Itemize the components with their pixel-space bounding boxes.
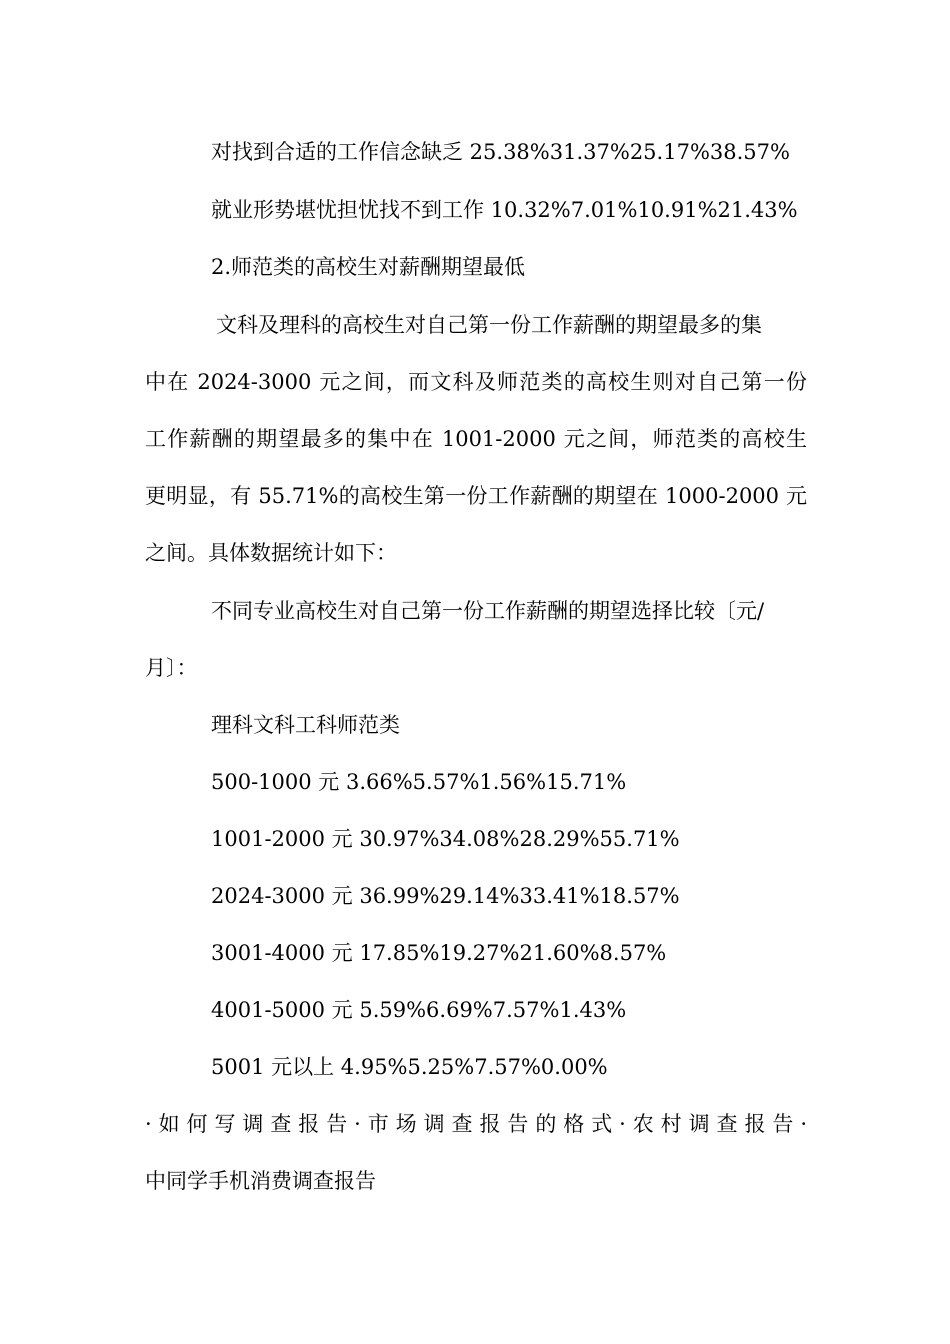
table-row: 3001-4000 元 17.85%19.27%21.60%8.57% xyxy=(211,941,667,965)
paragraph-line-1: 文科及理科的高校生对自己第一份工作薪酬的期望最多的集 xyxy=(216,313,762,337)
table-header: 理科文科工科师范类 xyxy=(211,713,400,737)
table-caption-line-1: 不同专业高校生对自己第一份工作薪酬的期望选择比较〔元/ xyxy=(211,599,765,623)
paragraph-line-3: 工作薪酬的期望最多的集中在 1001-2000 元之间，师范类的高校生 xyxy=(145,427,807,451)
table-row: 500-1000 元 3.66%5.57%1.56%15.71% xyxy=(211,770,627,794)
related-links-line-2[interactable]: 中同学手机消费调查报告 xyxy=(145,1169,376,1193)
section-heading: 2.师范类的高校生对薪酬期望最低 xyxy=(211,255,526,279)
paragraph-line-2: 中在 2024-3000 元之间，而文科及师范类的高校生则对自己第一份 xyxy=(145,370,807,394)
paragraph-line-4: 更明显，有 55.71%的高校生第一份工作薪酬的期望在 1000-2000 元 xyxy=(145,484,807,508)
table-row: 5001 元以上 4.95%5.25%7.57%0.00% xyxy=(211,1055,608,1079)
table-caption-line-2: 月〕： xyxy=(145,656,198,680)
table-row: 4001-5000 元 5.59%6.69%7.57%1.43% xyxy=(211,998,627,1022)
table-row: 2024-3000 元 36.99%29.14%33.41%18.57% xyxy=(211,884,680,908)
related-links-line-1[interactable]: ·如何写调查报告·市场调查报告的格式·农村调查报告· xyxy=(145,1112,807,1136)
survey-row-confidence: 对找到合适的工作信念缺乏 25.38%31.37%25.17%38.57% xyxy=(211,140,790,164)
table-row: 1001-2000 元 30.97%34.08%28.29%55.71% xyxy=(211,827,680,851)
survey-row-employment-worry: 就业形势堪忧担忧找不到工作 10.32%7.01%10.91%21.43% xyxy=(211,198,798,222)
paragraph-line-5: 之间。具体数据统计如下： xyxy=(145,541,397,565)
